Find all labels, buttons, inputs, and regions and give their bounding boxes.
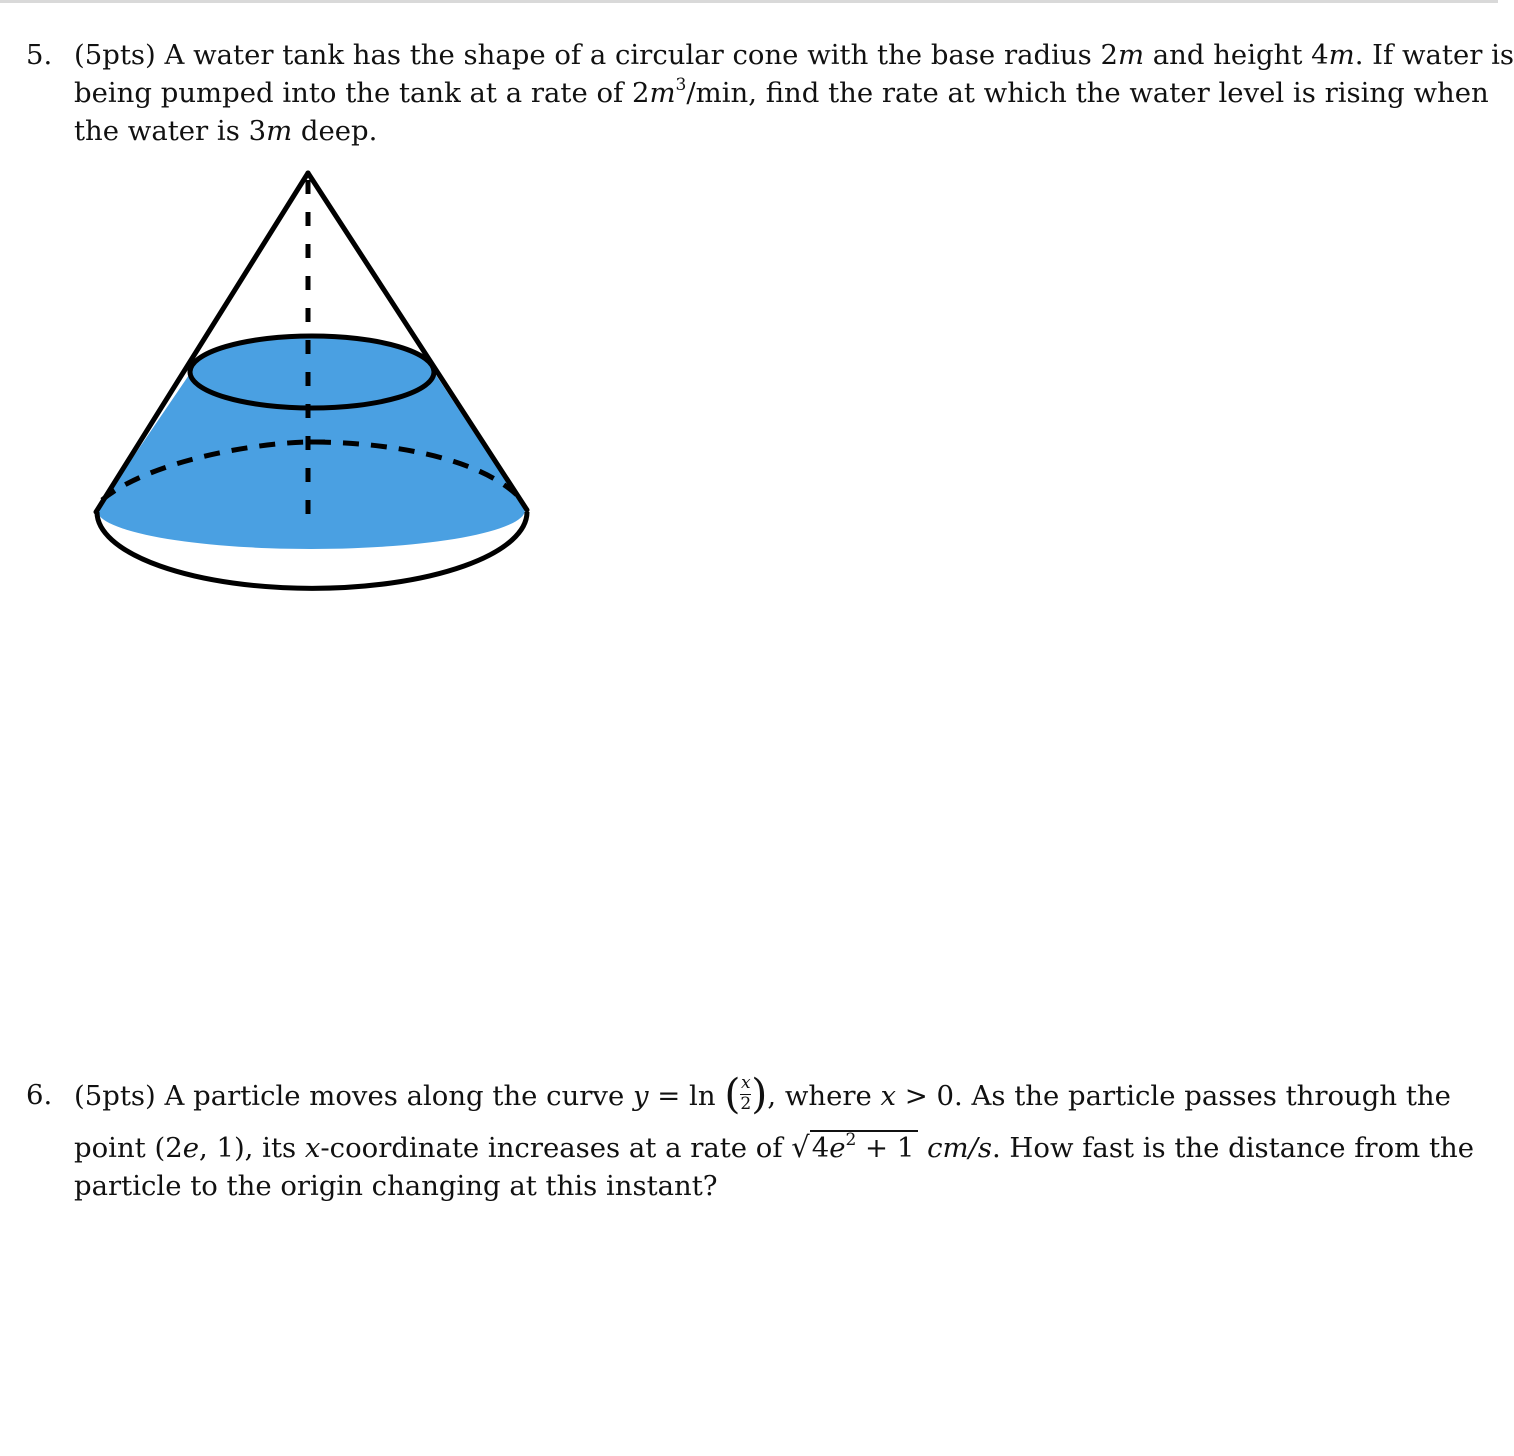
math-variable: m xyxy=(649,77,676,109)
water-surface-ellipse xyxy=(190,336,434,408)
text-segment: = ln xyxy=(648,1080,716,1112)
right-paren: ) xyxy=(751,1069,768,1118)
cone-tank-figure xyxy=(80,160,550,604)
problem-6 xyxy=(26,1069,1474,1205)
problem-5-number: 5. xyxy=(26,39,53,71)
text-segment: the water is 3 xyxy=(74,115,267,147)
text-segment: /min, find the rate at which the water level is rising when xyxy=(686,77,1489,109)
text-segment: and height 4 xyxy=(1144,39,1329,71)
math-variable: m xyxy=(266,115,293,147)
math-variable: x xyxy=(304,1132,321,1165)
text-segment: . How fast is the distance from the xyxy=(991,1132,1474,1165)
text-segment: + 1 xyxy=(856,1132,915,1165)
text-segment: A water tank has the shape of a circular cone with the base radius 2 xyxy=(164,39,1118,71)
text-segment: , 1), its xyxy=(198,1132,305,1165)
text-segment: 4 xyxy=(811,1132,830,1165)
problem-5 xyxy=(26,36,1514,150)
problem-5-text xyxy=(74,36,1514,150)
text-segment: > 0. As the particle passes through the xyxy=(896,1080,1451,1112)
problem-6-line-1 xyxy=(74,1069,1466,1118)
unit-text: cm/s xyxy=(927,1132,992,1165)
exponent: 2 xyxy=(845,1130,857,1151)
page-top-rule xyxy=(0,0,1498,3)
math-variable: m xyxy=(1328,39,1355,71)
problem-6-line-3: particle to the origin changing at this instant? xyxy=(74,1170,718,1203)
math-variable: m xyxy=(1117,39,1145,71)
problem-6-points: (5pts) xyxy=(74,1080,156,1112)
sqrt-radicand xyxy=(810,1130,919,1164)
math-variable: e xyxy=(182,1132,199,1165)
fraction-numerator: x xyxy=(741,1073,751,1094)
text-segment: A particle moves along the curve xyxy=(164,1080,633,1112)
problem-5-line-1 xyxy=(74,36,1514,74)
math-variable: e xyxy=(829,1132,846,1165)
problem-6-text xyxy=(74,1069,1474,1205)
math-variable: y xyxy=(632,1080,649,1112)
sqrt-symbol: √ xyxy=(791,1130,810,1165)
square-root-expression xyxy=(791,1132,918,1164)
text-segment: point (2 xyxy=(74,1132,183,1165)
text-segment: , where xyxy=(767,1080,881,1112)
problem-6-number: 6. xyxy=(26,1079,53,1111)
text-segment: deep. xyxy=(292,115,378,147)
fraction-denominator: 2 xyxy=(740,1094,752,1114)
text-segment: being pumped into the tank at a rate of 2 xyxy=(74,77,650,109)
problem-5-line-2 xyxy=(74,74,1489,112)
text-segment: -coordinate increases at a rate of xyxy=(320,1132,792,1165)
cone-diagram xyxy=(80,160,550,600)
problem-5-line-3 xyxy=(74,112,1466,150)
math-variable: x xyxy=(880,1080,897,1112)
left-paren: ( xyxy=(724,1069,741,1118)
text-segment: . If water is xyxy=(1354,39,1514,71)
problem-5-points: (5pts) xyxy=(74,39,156,71)
problem-6-line-2 xyxy=(74,1128,1474,1167)
fraction-x-over-2 xyxy=(740,1075,751,1114)
exponent: 3 xyxy=(675,75,687,96)
